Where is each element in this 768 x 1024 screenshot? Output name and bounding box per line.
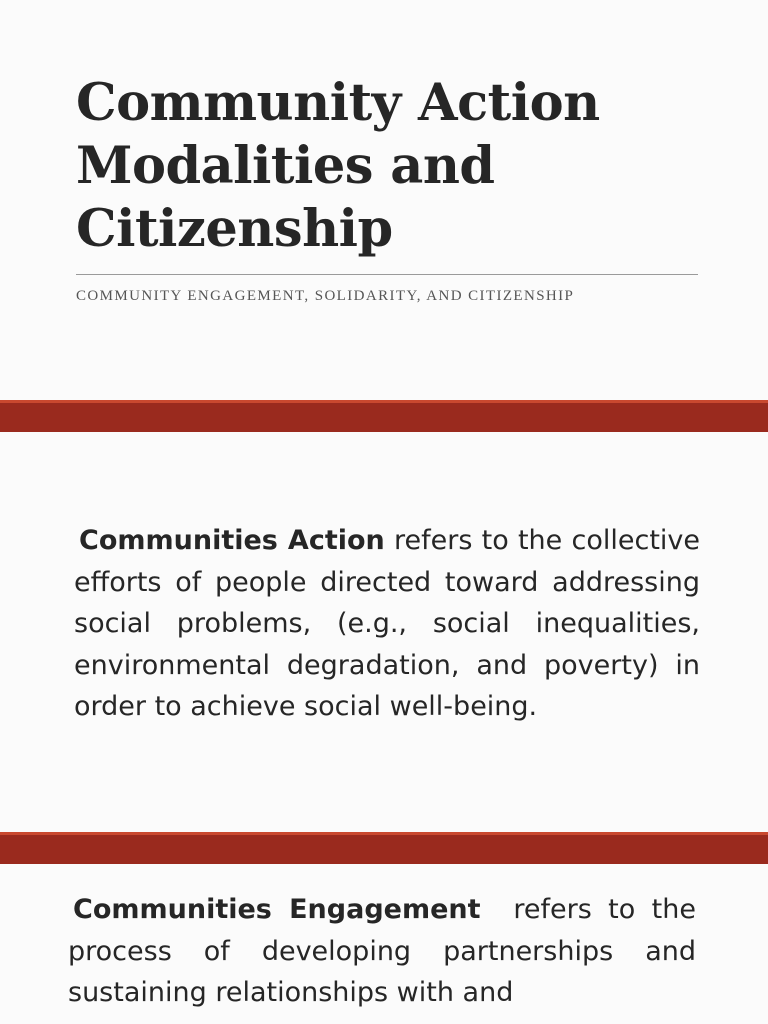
title-divider-line — [76, 274, 698, 275]
slide-separator — [0, 832, 768, 864]
slide-title: Community Action Modalities and Citizenship — [76, 73, 600, 259]
definition-term: Communities Engagement — [73, 894, 481, 925]
definition-paragraph — [74, 520, 700, 728]
title-slide — [0, 0, 768, 400]
slide-separator — [0, 400, 768, 432]
definition-text: refers to the collective efforts of people directed toward addressing social problems, (e.g., social inequalities, environmental degradation, and poverty) in order to achieve social well-being. — [74, 525, 701, 722]
definition-paragraph — [68, 889, 705, 1014]
definition-slide-engagement — [0, 864, 768, 1024]
definition-slide-action — [0, 432, 768, 832]
definition-term: Communities Action — [79, 525, 385, 556]
slide-subtitle: COMMUNITY ENGAGEMENT, SOLIDARITY, AND CITIZENSHIP — [76, 288, 575, 304]
definition-text: refers to the process of developing partnerships and sustaining relationships with and — [68, 894, 705, 1008]
